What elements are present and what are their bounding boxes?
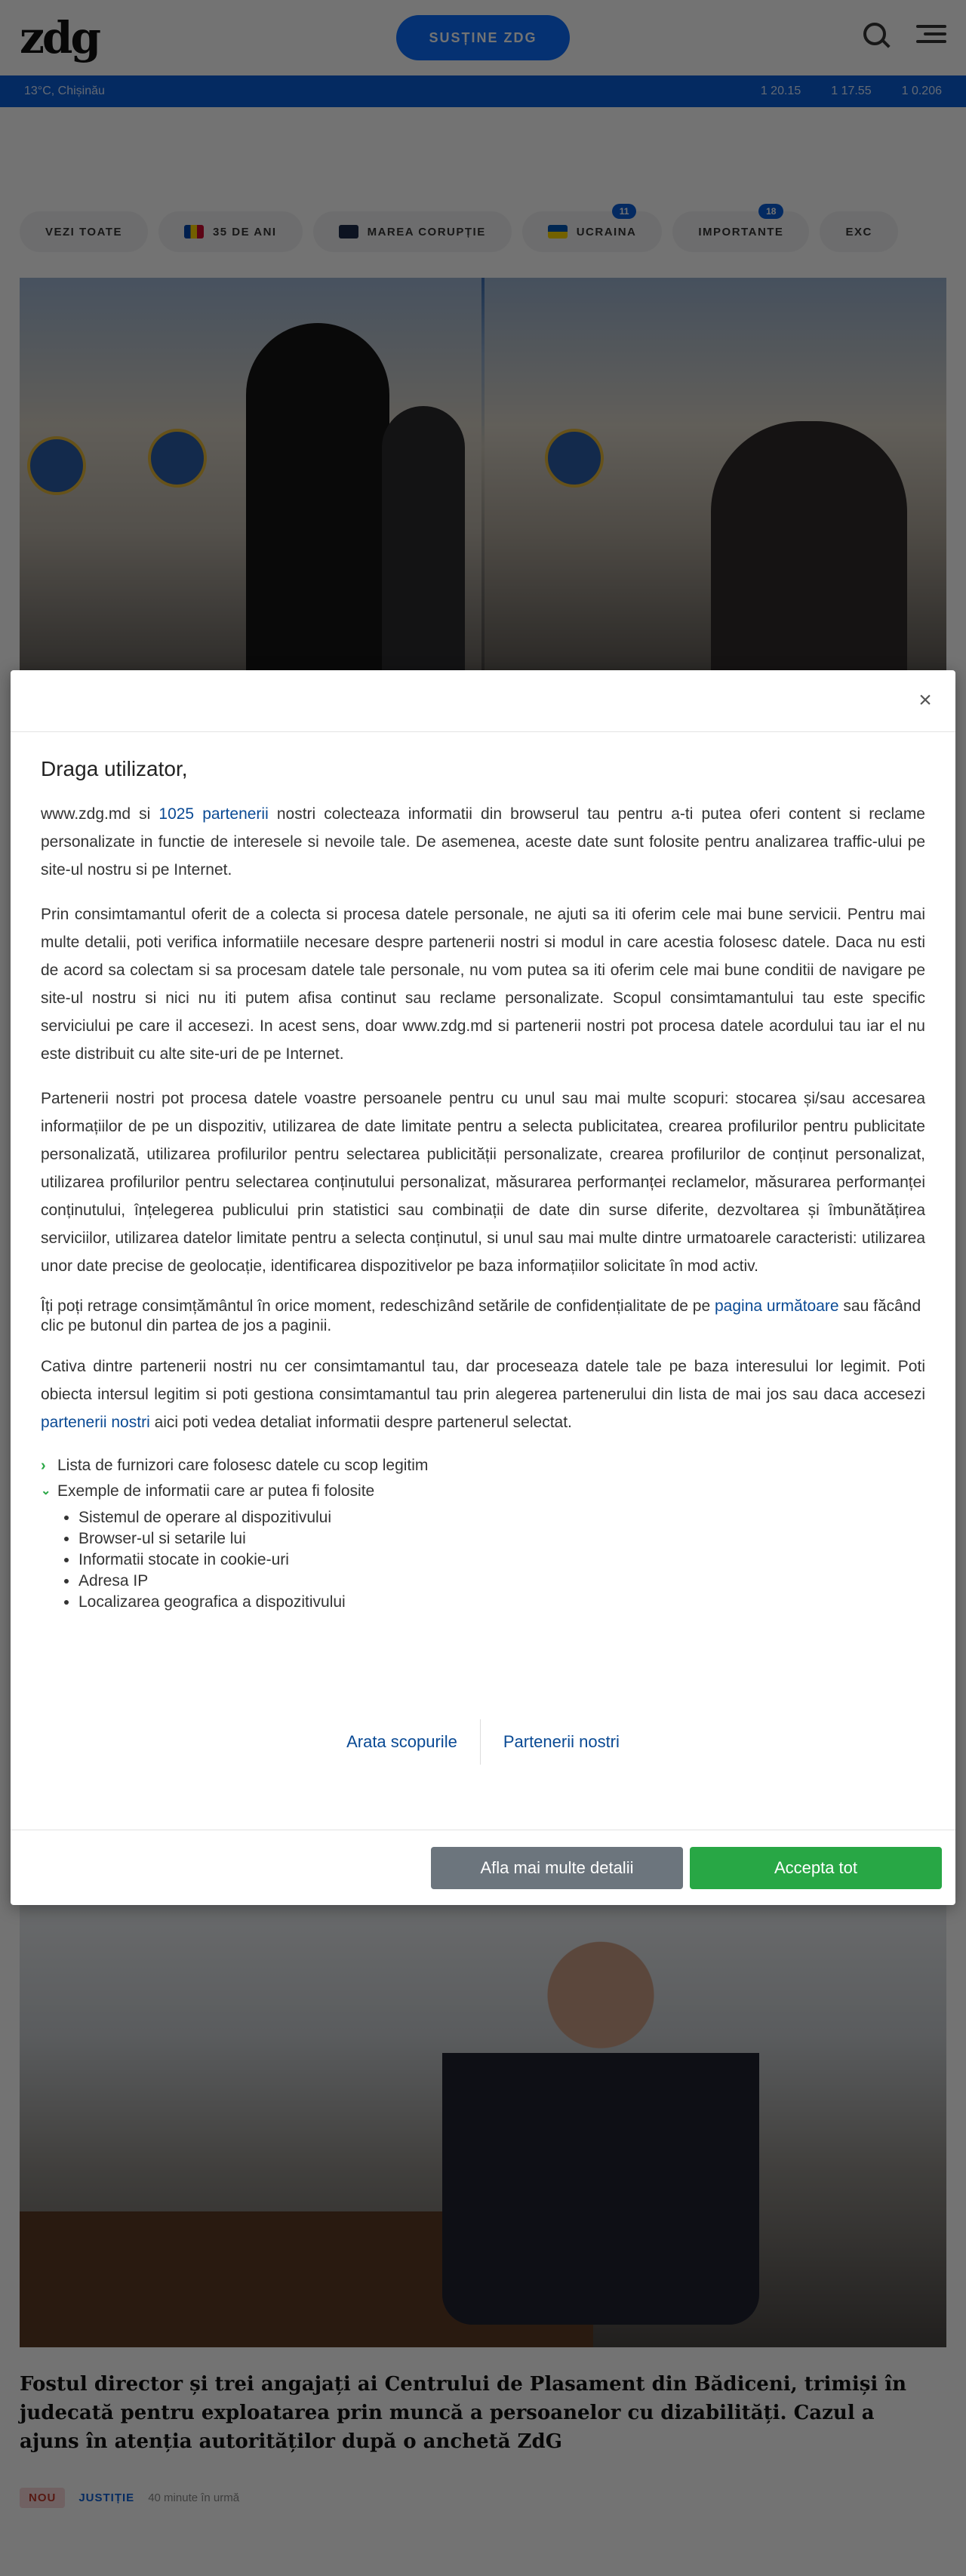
consent-paragraph-5 — [41, 1353, 925, 1436]
list-item: • Informatii stocate in cookie-uri — [78, 1550, 925, 1571]
modal-links — [11, 1719, 955, 1765]
list-item: • Sistemul de operare al dispozitivului — [78, 1507, 925, 1528]
modal-footer — [11, 1830, 955, 1905]
consent-paragraph-3: Partenerii nostri pot procesa datele voastre persoanele pentru cu unul sau mai multe scopuri: stocarea și/sau accesarea informațiilor de pe un dispozitiv, utilizarea de date limitate pentru a selecta publicitatea, crearea profilurilor pentru publicitate personalizată, utilizarea profilurilor pentru selectarea publicității personalizate, crearea profilurilor de conținut personalizat, utilizarea profilurilor pentru selectarea conținutului personalizat, măsurarea performanței reclamelor, măsurarea performanței conținutului, înțelegerea publicului prin statistici sau combinații de date din surse diferite, dezvoltarea și îmbunătățirea serviciilor, utilizarea datelor limitate pentru a selecta conținutul, si unul sau mai multe dintre urmatoarele caracteristi: utilizarea unor date precise de geolocație, identificarea dispozitivelor pe baza informațiilor solicitate în mod activ. — [41, 1090, 925, 1275]
vendors-toggle-label: Lista de furnizori care folosesc datele cu scop legitim — [57, 1457, 429, 1474]
text: aici poti vedea detaliat informatii despre partenerul selectat. — [149, 1414, 572, 1431]
examples-toggle[interactable] — [41, 1479, 925, 1504]
list-item: • Localizarea geografica a dispozitivului — [78, 1592, 925, 1613]
modal-body — [11, 732, 955, 1613]
modal-title: Draga utilizator, — [41, 757, 188, 780]
partners-count-link[interactable]: 1025 partenerii — [158, 805, 269, 823]
examples-toggle-label: Exemple de informatii care ar putea fi folosite — [57, 1482, 375, 1500]
modal-header — [11, 670, 955, 732]
accept-all-button[interactable]: Accepta tot — [690, 1847, 942, 1889]
list-item: • Adresa IP — [78, 1571, 925, 1592]
list-item: • Browser-ul si setarile lui — [78, 1528, 925, 1550]
close-icon[interactable]: × — [918, 688, 932, 712]
examples-list — [78, 1507, 925, 1613]
consent-paragraph-1 — [41, 800, 925, 884]
chevron-right-icon: › — [41, 1457, 46, 1474]
partners-link[interactable]: partenerii nostri — [41, 1414, 150, 1431]
more-details-button[interactable]: Afla mai multe detalii — [431, 1847, 683, 1889]
chevron-down-icon: ⌄ — [41, 1485, 51, 1497]
next-page-link[interactable]: pagina următoare — [714, 1297, 839, 1315]
text: Îți poți retrage consimțământul în orice moment, redeschizând setările de confidențialitate de pe — [41, 1297, 715, 1315]
show-purposes-link[interactable]: Arata scopurile — [346, 1732, 457, 1751]
text: www.zdg.md si — [41, 805, 159, 823]
consent-modal — [11, 670, 955, 1905]
consent-paragraph-2: Prin consimtamantul oferit de a colecta si procesa datele personale, ne ajuti sa iti oferim cele mai bune servicii. Pentru mai multe detalii, poti verifica informatiile necesare despre partenerii nostri si modul in care acestia folosesc datele. Daca nu esti de acord sa colectam si sa procesam datele tale personale, nu vom putea sa iti oferim cele mai bune conditii de navigare pe site-ul nostru si nici nu iti putem afisa continut sau reclame personalizate. Scopul consimtamantului tau este specific serviciului pe care il accesezi. In acest sens, doar www.zdg.md si partenerii nostri pot procesa datele acordului tau iar el nu este distribuit cu alte site-uri de pe Internet. — [41, 906, 925, 1063]
text: nostri colecteaza informatii din browserul tau pentru a-ti putea oferi content si reclame personalizate in functie de interesele si nevoile tale. De asemenea, aceste date sunt folosite pentru analizarea traffic-ului pe site-ul nostru si pe Internet. — [41, 805, 925, 879]
our-partners-link[interactable]: Partenerii nostri — [503, 1732, 620, 1751]
text: sau făcând clic pe butonul din partea de jos a paginii. — [41, 1297, 921, 1334]
consent-paragraph-4 — [41, 1297, 925, 1336]
text: Cativa dintre partenerii nostri nu cer consimtamantul tau, dar proceseaza datele tale pe baza interesului lor legimit. Poti obiecta intersul legitim si poti gestiona consimtamantul tau prin alegerea partenerului din lista de mai jos sau daca accesezi — [41, 1358, 925, 1403]
vendors-toggle[interactable] — [41, 1453, 925, 1479]
